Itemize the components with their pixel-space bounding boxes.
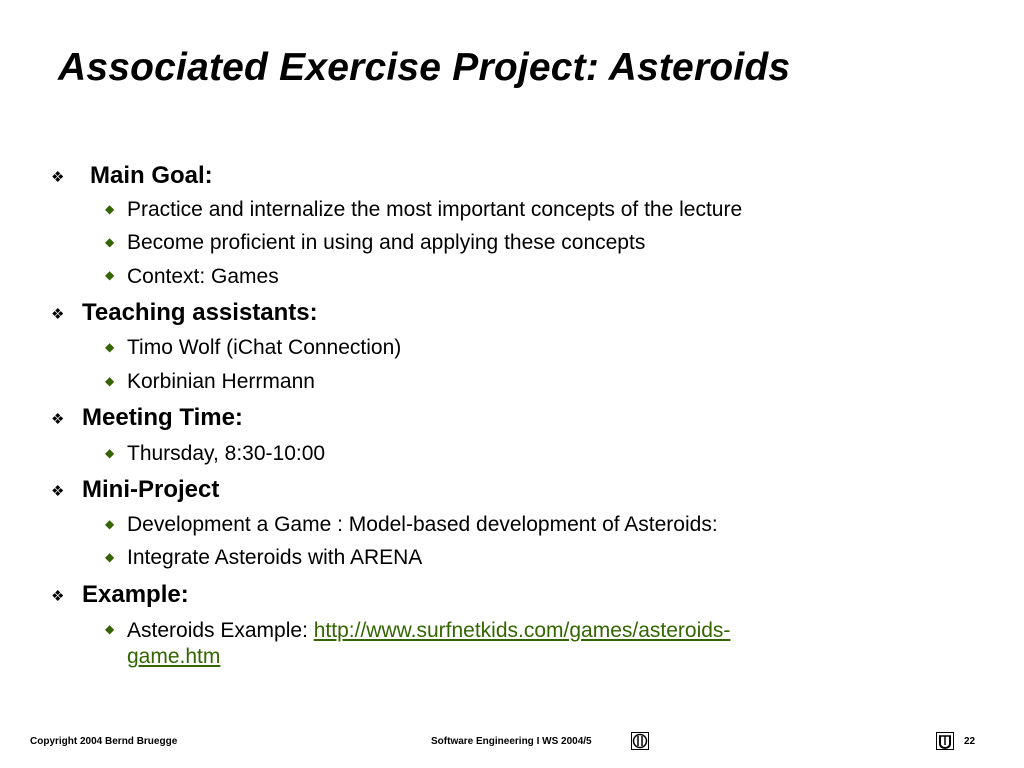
list-item: Practice and internalize the most important concepts of the lecture [127, 198, 743, 221]
section-heading-mini-project: Mini-Project [82, 476, 220, 503]
list-item: Timo Wolf (iChat Connection) [127, 336, 402, 359]
section-heading-example: Example: [82, 581, 189, 608]
section-bullet-icon: ❖ [51, 483, 65, 500]
item-bullet-icon: ◆ [105, 622, 115, 636]
item-bullet-icon: ◆ [105, 446, 115, 460]
section-bullet-icon: ❖ [51, 169, 65, 186]
item-bullet-icon: ◆ [105, 268, 115, 282]
section-bullet-icon: ❖ [51, 588, 65, 605]
item-bullet-icon: ◆ [105, 340, 115, 354]
list-item: Become proficient in using and applying these concepts [127, 231, 646, 254]
footer-copyright: Copyright 2004 Bernd Bruegge [30, 736, 178, 747]
list-item-example-continued [127, 645, 220, 669]
item-bullet-icon: ◆ [105, 550, 115, 564]
list-item: Context: Games [127, 265, 279, 288]
item-bullet-icon: ◆ [105, 202, 115, 216]
section-heading-teaching-assistants: Teaching assistants: [82, 299, 318, 326]
list-item-example [127, 619, 730, 643]
section-bullet-icon: ❖ [51, 306, 65, 323]
footer-course: Software Engineering I WS 2004/5 [431, 736, 592, 747]
asteroids-game-link-continued[interactable]: game.htm [127, 645, 221, 668]
section-heading-main-goal: Main Goal: [90, 162, 213, 189]
page-number: 22 [964, 736, 976, 747]
list-item: Thursday, 8:30-10:00 [127, 442, 326, 465]
tum-logo-icon [936, 732, 954, 750]
asteroids-game-link[interactable]: http://www.surfnetkids.com/games/asteroids- [313, 619, 731, 642]
circle-emblem-icon [631, 732, 649, 750]
item-bullet-icon: ◆ [105, 517, 115, 531]
list-item: Development a Game : Model-based development of Asteroids: [127, 513, 718, 536]
section-bullet-icon: ❖ [51, 411, 65, 428]
list-item: Integrate Asteroids with ARENA [127, 546, 423, 569]
slide-title: Associated Exercise Project: Asteroids [58, 46, 791, 89]
list-item: Korbinian Herrmann [127, 370, 315, 393]
example-prefix: Asteroids Example: [127, 619, 314, 642]
section-heading-meeting-time: Meeting Time: [82, 404, 243, 431]
item-bullet-icon: ◆ [105, 235, 115, 249]
item-bullet-icon: ◆ [105, 374, 115, 388]
